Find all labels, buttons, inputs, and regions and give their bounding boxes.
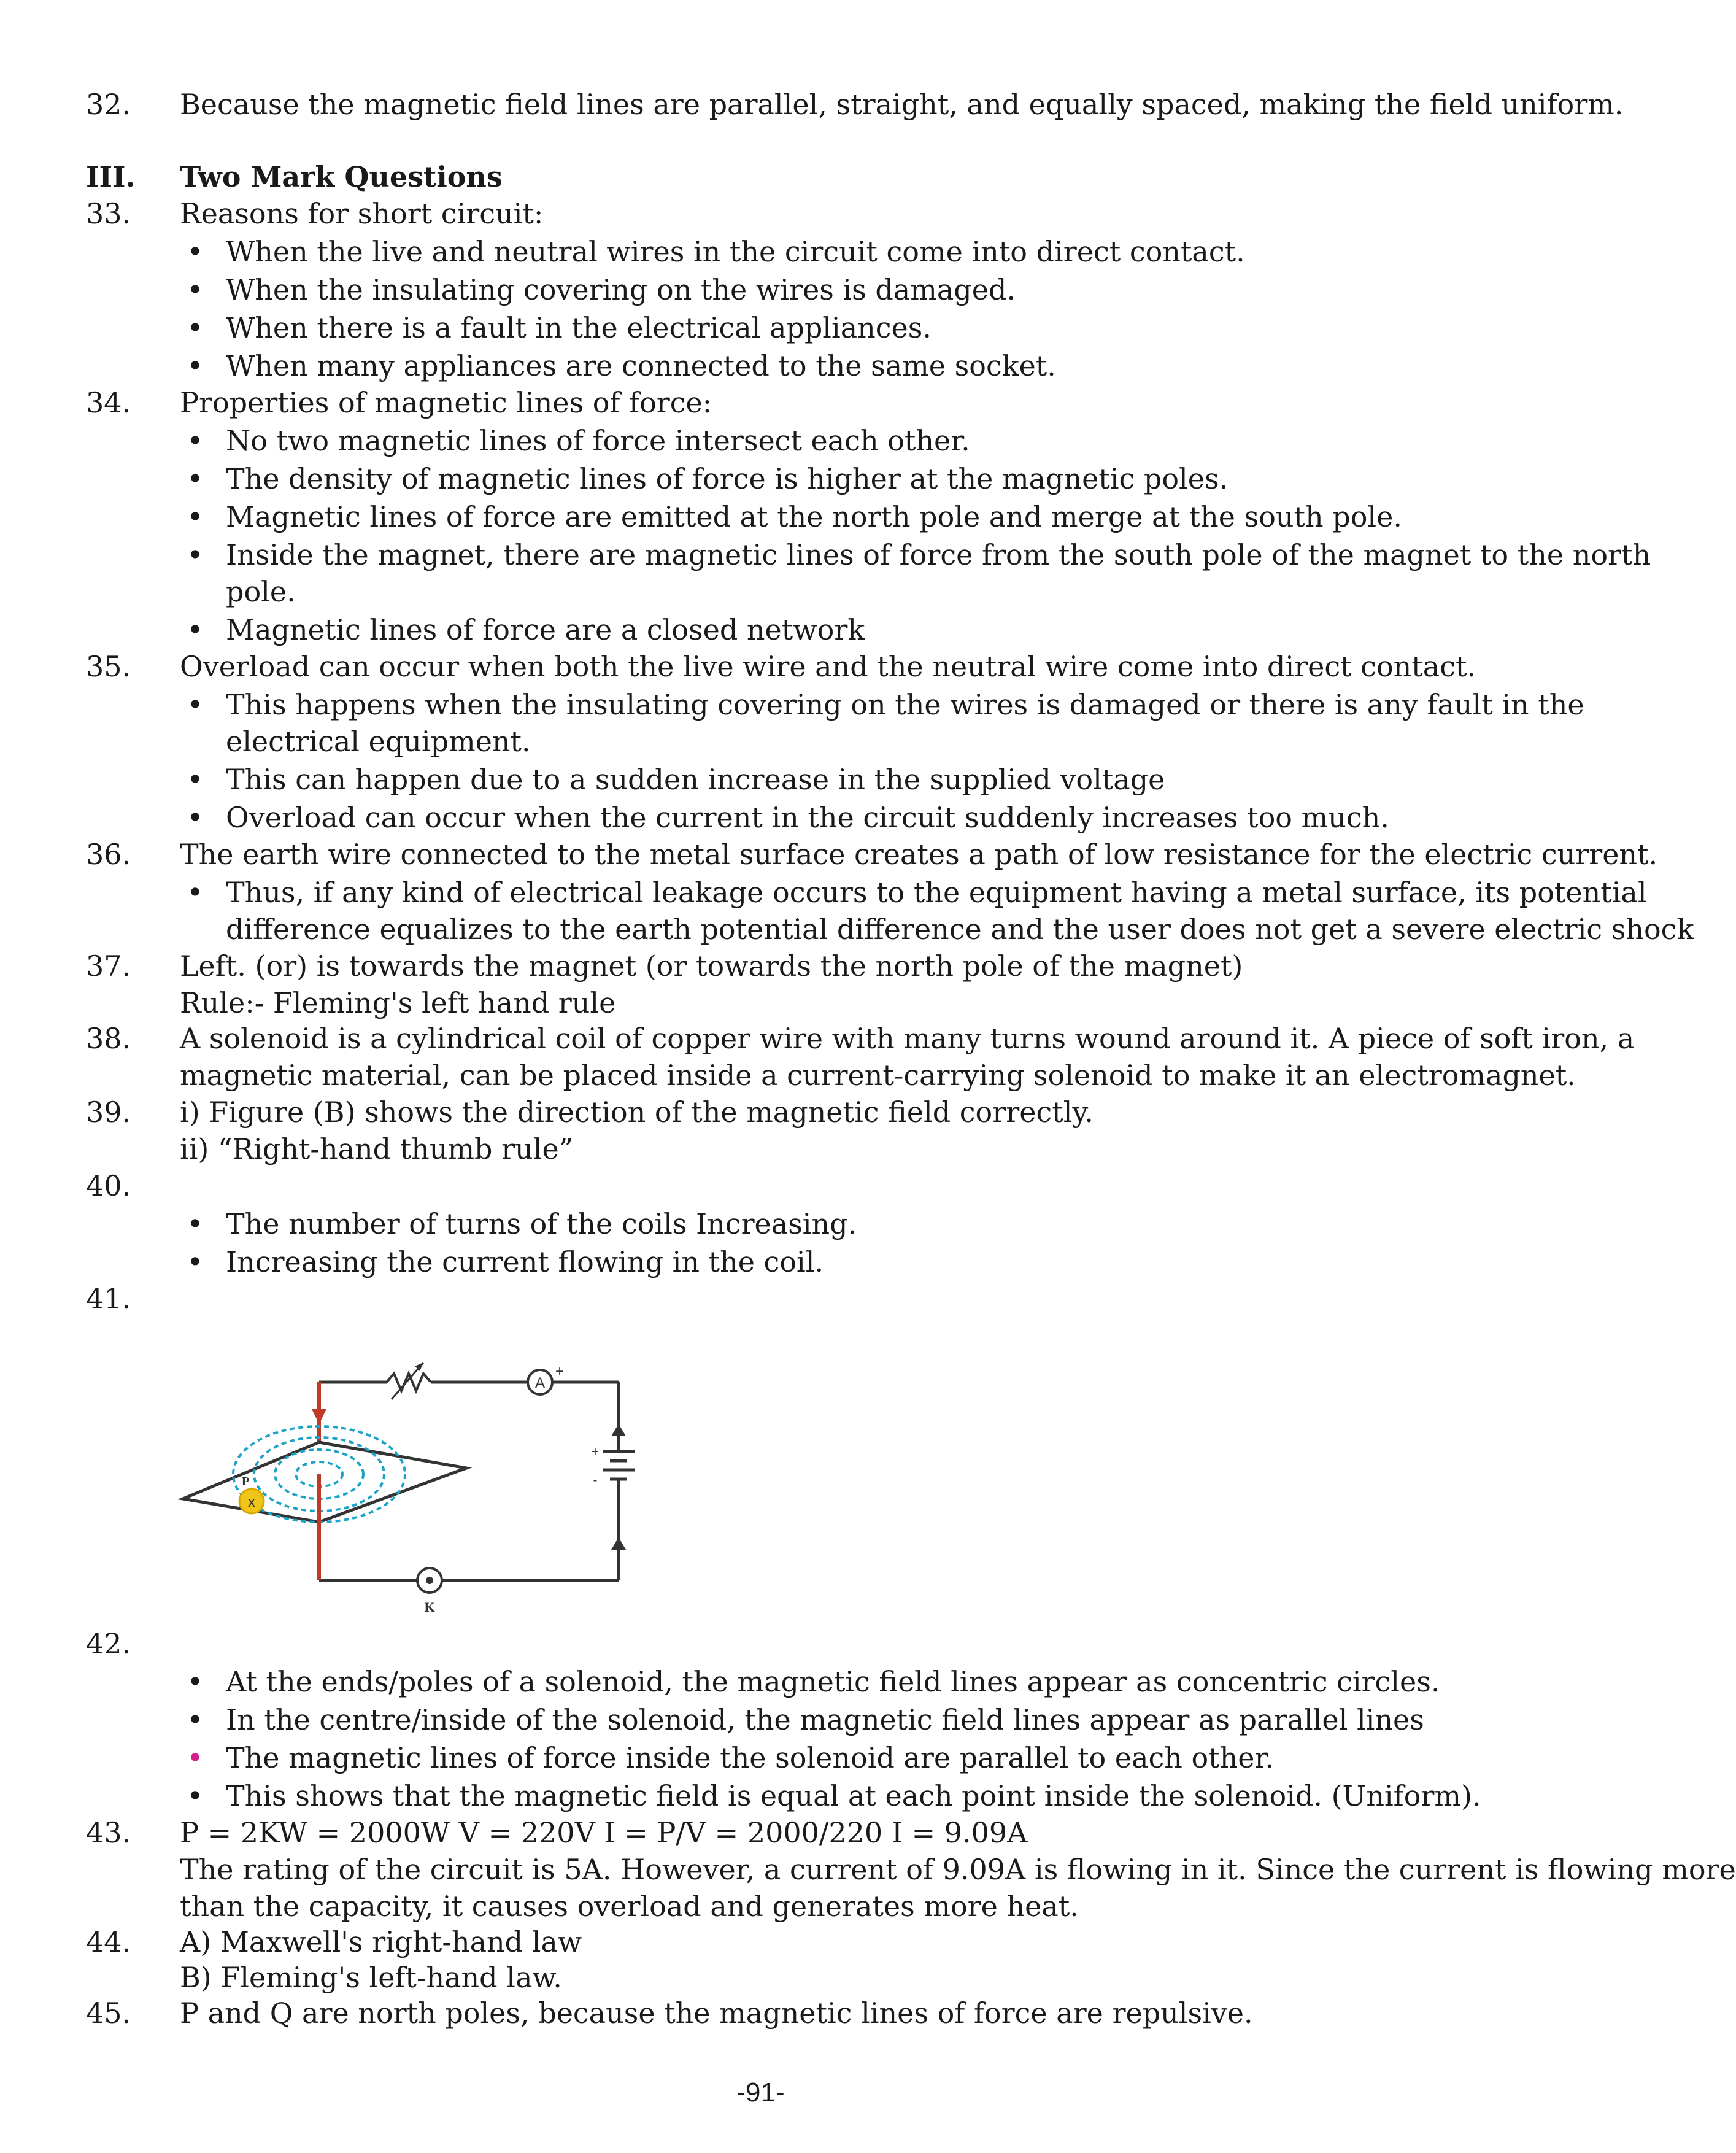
bullet-icon: • — [187, 1665, 204, 1698]
item-text: A solenoid is a cylindrical coil of copper wire with many turns wound around it. A piece of soft iron, a — [180, 1022, 1635, 1055]
bullet-icon: • — [187, 1779, 204, 1812]
item-text: i) Figure (B) shows the direction of the magnetic field correctly. — [180, 1096, 1094, 1129]
item-text: Because the magnetic field lines are parallel, straight, and equally spaced, making the field uniform. — [180, 88, 1624, 121]
section-number: III. — [86, 160, 136, 193]
item-number: 42. — [86, 1627, 131, 1660]
battery-minus-label: - — [593, 1474, 598, 1487]
bullet-icon: • — [187, 500, 204, 533]
item-text: Reasons for short circuit: — [180, 197, 544, 230]
page-number: -91- — [736, 2078, 785, 2108]
circuit-diagram — [172, 1338, 650, 1626]
item-text: A) Maxwell's right-hand law — [180, 1925, 582, 1958]
rheostat — [387, 1374, 431, 1391]
bullet-icon: • — [187, 1741, 204, 1774]
cardboard-plane — [183, 1442, 466, 1522]
item-number: 34. — [86, 386, 131, 419]
bullet-icon: • — [187, 273, 204, 306]
bullet-icon: • — [187, 538, 204, 571]
bullet-icon: • — [187, 462, 204, 495]
battery-plus-label: + — [592, 1445, 599, 1459]
point-p-label: P — [241, 1475, 250, 1488]
bullet-icon: • — [187, 763, 204, 796]
bullet-icon: • — [187, 876, 204, 909]
item-number: 43. — [86, 1816, 131, 1849]
item-number: 44. — [86, 1925, 131, 1958]
item-number: 41. — [86, 1282, 131, 1315]
bullet-icon: • — [187, 613, 204, 646]
bullet-icon: • — [187, 1703, 204, 1736]
current-arrow-icon — [312, 1409, 326, 1424]
item-text: Left. (or) is towards the magnet (or towards the north pole of the magnet) — [180, 949, 1243, 983]
item-text: P = 2KW = 2000W V = 220V I = P/V = 2000/220 I = 9.09A — [180, 1816, 1028, 1849]
item-number: 38. — [86, 1022, 131, 1055]
bullet-icon: • — [187, 311, 204, 344]
item-number: 36. — [86, 838, 131, 871]
item-number: 40. — [86, 1169, 131, 1202]
bullet-icon: • — [187, 1207, 204, 1240]
bullet-icon: • — [187, 801, 204, 834]
bullet-icon: • — [187, 688, 204, 721]
item-number: 39. — [86, 1096, 131, 1129]
bullet-icon: • — [187, 1245, 204, 1278]
item-number: 45. — [86, 1996, 131, 2030]
bullet-icon: • — [187, 424, 204, 457]
item-number: 32. — [86, 88, 131, 121]
bullet-icon: • — [187, 235, 204, 268]
section-title: Two Mark Questions — [180, 160, 503, 193]
ammeter-label: A — [534, 1375, 546, 1391]
item-number: 35. — [86, 650, 131, 683]
item-text: Overload can occur when both the live wire and the neutral wire come into direct contact. — [180, 650, 1476, 683]
key-label: K — [424, 1599, 435, 1615]
ammeter-plus-label: + — [555, 1363, 565, 1380]
svg-text:x: x — [248, 1494, 255, 1510]
item-text: P and Q are north poles, because the magnetic lines of force are repulsive. — [180, 1996, 1253, 2030]
item-text: The earth wire connected to the metal surface creates a path of low resistance for the electric current. — [180, 838, 1658, 871]
bullet-icon: • — [187, 349, 204, 382]
item-text: Properties of magnetic lines of force: — [180, 386, 712, 419]
item-number: 37. — [86, 949, 131, 983]
item-number: 33. — [86, 197, 131, 230]
